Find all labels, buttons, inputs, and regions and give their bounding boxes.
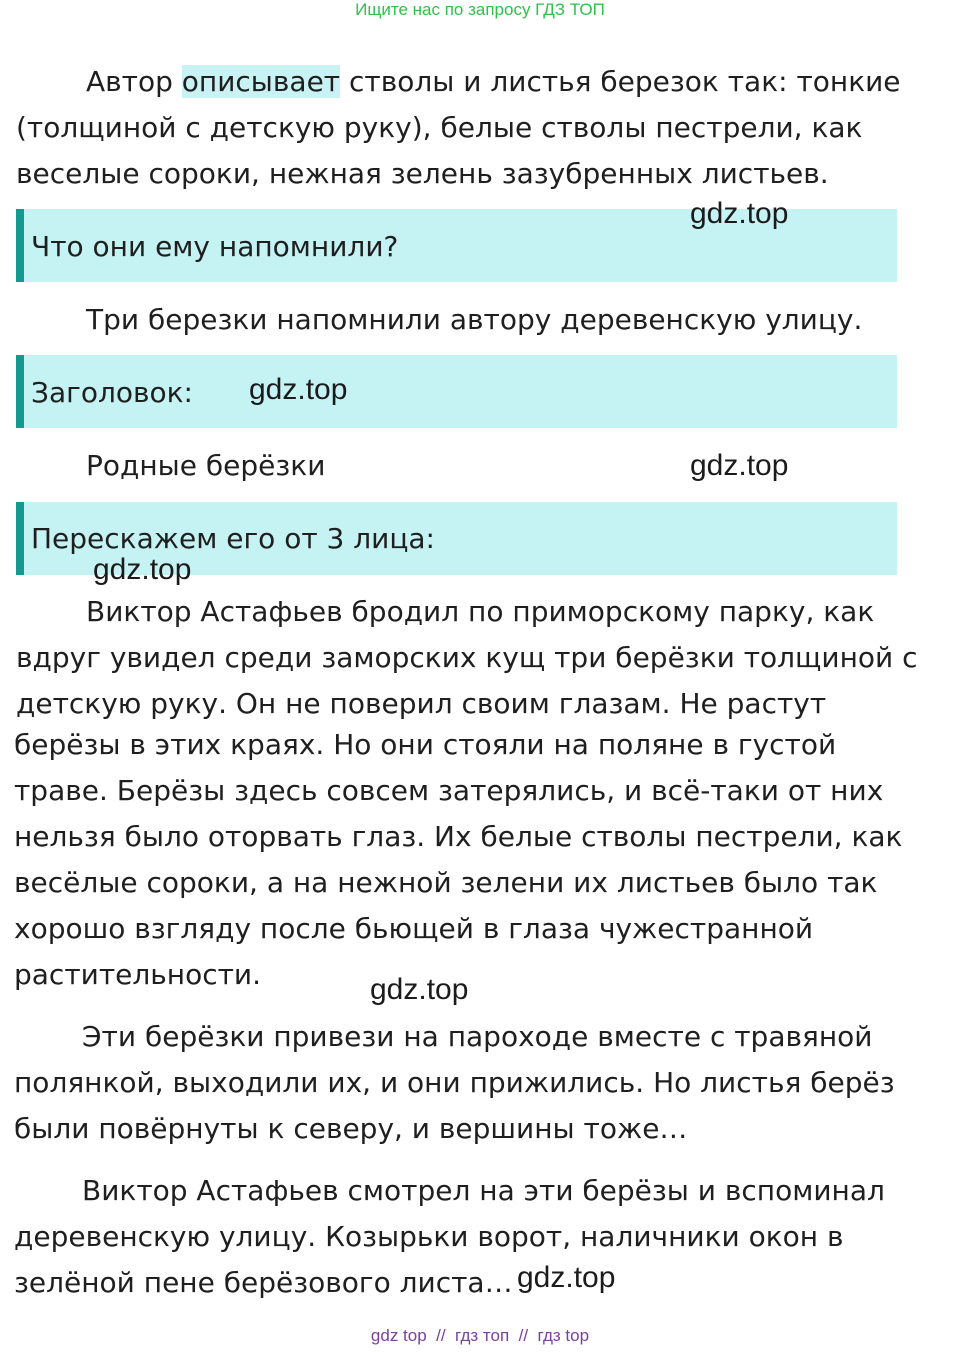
- retell-line: деревенскую улицу. Козырьки ворот, наличники окон в: [14, 1220, 844, 1253]
- intro-line-2: (толщиной с детскую руку), белые стволы пестрели, как: [16, 111, 863, 144]
- watermark: gdz.top: [517, 1261, 616, 1294]
- retell-label: Перескажем его от 3 лица:: [31, 522, 435, 555]
- retell-line: были повёрнуты к северу, и вершины тоже…: [14, 1112, 688, 1145]
- intro-line-1-start: Автор: [86, 65, 182, 98]
- watermark: gdz.top: [690, 197, 789, 230]
- retell-line: полянкой, выходили их, и они прижились. Но листья берёз: [14, 1066, 895, 1099]
- retell-line: детскую руку. Он не поверил своим глазам. Не растут: [16, 687, 827, 720]
- answer-text: Три березки напомнили автору деревенскую улицу.: [86, 303, 863, 336]
- top-banner: Ищите нас по запросу ГДЗ ТОП: [355, 0, 605, 19]
- watermark: gdz.top: [93, 553, 192, 586]
- retell-line: зелёной пене берёзового листа…: [14, 1266, 513, 1299]
- footer-separator: //: [518, 1326, 529, 1345]
- retell-line: берёзы в этих краях. Но они стояли на поляне в густой: [14, 728, 837, 761]
- retell-line: растительности.: [14, 958, 262, 991]
- watermark: gdz.top: [249, 373, 348, 406]
- footer: [0, 1326, 960, 1346]
- intro-line-1: [86, 62, 901, 102]
- watermark: gdz.top: [690, 449, 789, 482]
- question-text: Что они ему напомнили?: [31, 230, 399, 263]
- footer-link-2[interactable]: гдз топ: [455, 1326, 510, 1345]
- retell-line: нельзя было оторвать глаз. Их белые стволы пестрели, как: [14, 820, 903, 853]
- retell-line: вдруг увидел среди заморских кущ три берёзки толщиной с: [16, 641, 918, 674]
- footer-link-1[interactable]: gdz top: [370, 1326, 427, 1345]
- title-answer: Родные берёзки: [86, 449, 326, 482]
- footer-link-3[interactable]: гдз top: [537, 1326, 590, 1345]
- retell-line: траве. Берёзы здесь совсем затерялись, и всё-таки от них: [14, 774, 884, 807]
- intro-line-1-end: стволы и листья березок так: тонкие: [340, 65, 901, 98]
- retell-line: Виктор Астафьев смотрел на эти берёзы и вспоминал: [82, 1174, 885, 1207]
- watermark: gdz.top: [370, 973, 469, 1006]
- highlighted-word: описывает: [181, 65, 341, 98]
- retell-line: весёлые сороки, а на нежной зелени их листьев было так: [14, 866, 878, 899]
- retell-line: Эти берёзки привези на пароходе вместе с травяной: [82, 1020, 873, 1053]
- retell-line: хорошо взгляду после бьющей в глаза чужестранной: [14, 912, 814, 945]
- heading-label: Заголовок:: [31, 376, 193, 409]
- intro-line-3: веселые сороки, нежная зелень зазубренных листьев.: [16, 157, 829, 190]
- footer-separator: //: [436, 1326, 446, 1345]
- retell-line: Виктор Астафьев бродил по приморскому парку, как: [86, 595, 875, 628]
